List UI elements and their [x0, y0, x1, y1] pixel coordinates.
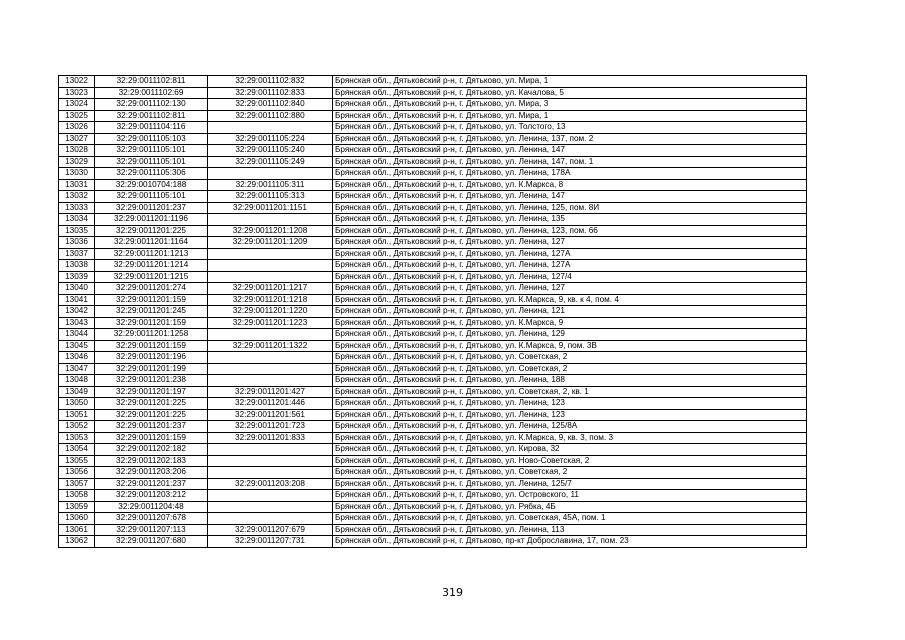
address-cell: Брянская обл., Дятьковский р-н, г. Дятьково, ул. Ленина, 123	[333, 409, 807, 421]
cadastral-number-cell: 32:29:0011201:274	[95, 283, 208, 295]
address-cell: Брянская обл., Дятьковский р-н, г. Дятьково, ул. Мира, 1	[333, 76, 807, 88]
cadastral-number-cell: 32:29:0011203:206	[95, 467, 208, 479]
cadastral-number-cell: 32:29:0011105:306	[95, 168, 208, 180]
table-row	[59, 409, 807, 421]
records-table-body	[59, 76, 807, 548]
cadastral-number-cell: 32:29:0011102:69	[95, 87, 208, 99]
table-row	[59, 386, 807, 398]
cadastral-number-cell: 32:29:0011201:1215	[95, 271, 208, 283]
address-cell: Брянская обл., Дятьковский р-н, г. Дятьково, ул. Ново-Советская, 2	[333, 455, 807, 467]
table-row	[59, 237, 807, 249]
linked-cadastral-number-cell: 32:29:0011203:208	[208, 478, 333, 490]
record-number-cell: 13056	[59, 467, 95, 479]
table-row	[59, 536, 807, 548]
record-number-cell: 13051	[59, 409, 95, 421]
linked-cadastral-number-cell: 32:29:0011201:1220	[208, 306, 333, 318]
cadastral-number-cell: 32:29:0011102:130	[95, 99, 208, 111]
record-number-cell: 13053	[59, 432, 95, 444]
table-row	[59, 156, 807, 168]
cadastral-number-cell: 32:29:0011102:811	[95, 76, 208, 88]
table-row	[59, 225, 807, 237]
table-row	[59, 87, 807, 99]
record-number-cell: 13043	[59, 317, 95, 329]
cadastral-number-cell: 32:29:0011201:237	[95, 421, 208, 433]
cadastral-number-cell: 32:29:0011201:237	[95, 202, 208, 214]
linked-cadastral-number-cell	[208, 271, 333, 283]
linked-cadastral-number-cell: 32:29:0011201:561	[208, 409, 333, 421]
table-row	[59, 133, 807, 145]
table-row	[59, 501, 807, 513]
record-number-cell: 13041	[59, 294, 95, 306]
linked-cadastral-number-cell: 32:29:0011201:1223	[208, 317, 333, 329]
cadastral-number-cell: 32:29:0011204:48	[95, 501, 208, 513]
record-number-cell: 13050	[59, 398, 95, 410]
table-row	[59, 478, 807, 490]
cadastral-number-cell: 32:29:0011105:101	[95, 156, 208, 168]
record-number-cell: 13059	[59, 501, 95, 513]
table-row	[59, 432, 807, 444]
linked-cadastral-number-cell	[208, 260, 333, 272]
cadastral-number-cell: 32:29:0011201:199	[95, 363, 208, 375]
address-cell: Брянская обл., Дятьковский р-н, г. Дятьково, ул. Ленина, 127	[333, 237, 807, 249]
address-cell: Брянская обл., Дятьковский р-н, г. Дятьково, ул. Мира, 3	[333, 99, 807, 111]
linked-cadastral-number-cell: 32:29:0011207:731	[208, 536, 333, 548]
cadastral-number-cell: 32:29:0011207:680	[95, 536, 208, 548]
address-cell: Брянская обл., Дятьковский р-н, г. Дятьково, ул. Ленина, 137, пом. 2	[333, 133, 807, 145]
record-number-cell: 13037	[59, 248, 95, 260]
cadastral-number-cell: 32:29:0011201:1164	[95, 237, 208, 249]
record-number-cell: 13040	[59, 283, 95, 295]
cadastral-number-cell: 32:29:0011207:678	[95, 513, 208, 525]
record-number-cell: 13036	[59, 237, 95, 249]
record-number-cell: 13028	[59, 145, 95, 157]
linked-cadastral-number-cell	[208, 490, 333, 502]
linked-cadastral-number-cell	[208, 501, 333, 513]
table-row	[59, 260, 807, 272]
table-row	[59, 110, 807, 122]
record-number-cell: 13025	[59, 110, 95, 122]
address-cell: Брянская обл., Дятьковский р-н, г. Дятьково, ул. Ленина, 123	[333, 398, 807, 410]
address-cell: Брянская обл., Дятьковский р-н, г. Дятьково, ул. Ленина, 135	[333, 214, 807, 226]
linked-cadastral-number-cell: 32:29:0011201:1322	[208, 340, 333, 352]
address-cell: Брянская обл., Дятьковский р-н, г. Дятьково, ул. Ленина, 147, пом. 1	[333, 156, 807, 168]
linked-cadastral-number-cell: 32:29:0011105:313	[208, 191, 333, 203]
record-number-cell: 13054	[59, 444, 95, 456]
address-cell: Брянская обл., Дятьковский р-н, г. Дятьково, ул. Советская, 2	[333, 363, 807, 375]
cadastral-number-cell: 32:29:0011202:182	[95, 444, 208, 456]
linked-cadastral-number-cell: 32:29:0011201:446	[208, 398, 333, 410]
linked-cadastral-number-cell	[208, 329, 333, 341]
cadastral-number-cell: 32:29:0011201:159	[95, 432, 208, 444]
linked-cadastral-number-cell	[208, 363, 333, 375]
cadastral-number-cell: 32:29:0011203:212	[95, 490, 208, 502]
table-row	[59, 340, 807, 352]
record-number-cell: 13061	[59, 524, 95, 536]
address-cell: Брянская обл., Дятьковский р-н, г. Дятьково, ул. Советская, 2, кв. 1	[333, 386, 807, 398]
linked-cadastral-number-cell: 32:29:0011201:427	[208, 386, 333, 398]
record-number-cell: 13042	[59, 306, 95, 318]
cadastral-number-cell: 32:29:0011201:1258	[95, 329, 208, 341]
linked-cadastral-number-cell: 32:29:0011102:833	[208, 87, 333, 99]
linked-cadastral-number-cell: 32:29:0011201:1209	[208, 237, 333, 249]
record-number-cell: 13048	[59, 375, 95, 387]
cadastral-number-cell: 32:29:0011201:245	[95, 306, 208, 318]
record-number-cell: 13052	[59, 421, 95, 433]
cadastral-number-cell: 32:29:0011105:101	[95, 191, 208, 203]
cadastral-number-cell: 32:29:0011202:183	[95, 455, 208, 467]
cadastral-number-cell: 32:29:0011201:1214	[95, 260, 208, 272]
linked-cadastral-number-cell	[208, 248, 333, 260]
table-row	[59, 122, 807, 134]
table-row	[59, 202, 807, 214]
address-cell: Брянская обл., Дятьковский р-н, г. Дятьково, ул. Ленина, 127А	[333, 248, 807, 260]
cadastral-number-cell: 32:29:0010704:188	[95, 179, 208, 191]
address-cell: Брянская обл., Дятьковский р-н, г. Дятьково, ул. Рябка, 4Б	[333, 501, 807, 513]
address-cell: Брянская обл., Дятьковский р-н, г. Дятьково, ул. Ленина, 147	[333, 145, 807, 157]
cadastral-number-cell: 32:29:0011201:197	[95, 386, 208, 398]
address-cell: Брянская обл., Дятьковский р-н, г. Дятьково, ул. Ленина, 127/4	[333, 271, 807, 283]
table-row	[59, 248, 807, 260]
table-row	[59, 99, 807, 111]
address-cell: Брянская обл., Дятьковский р-н, г. Дятьково, ул. Островского, 11	[333, 490, 807, 502]
linked-cadastral-number-cell	[208, 513, 333, 525]
table-row	[59, 294, 807, 306]
address-cell: Брянская обл., Дятьковский р-н, г. Дятьково, ул. Ленина, 147	[333, 191, 807, 203]
table-row	[59, 421, 807, 433]
record-number-cell: 13058	[59, 490, 95, 502]
linked-cadastral-number-cell: 32:29:0011105:311	[208, 179, 333, 191]
record-number-cell: 13057	[59, 478, 95, 490]
address-cell: Брянская обл., Дятьковский р-н, г. Дятьково, ул. Ленина, 125/8А	[333, 421, 807, 433]
table-row	[59, 375, 807, 387]
record-number-cell: 13027	[59, 133, 95, 145]
address-cell: Брянская обл., Дятьковский р-н, г. Дятьково, ул. Ленина, 113	[333, 524, 807, 536]
cadastral-number-cell: 32:29:0011104:116	[95, 122, 208, 134]
record-number-cell: 13062	[59, 536, 95, 548]
cadastral-number-cell: 32:29:0011201:1196	[95, 214, 208, 226]
address-cell: Брянская обл., Дятьковский р-н, г. Дятьково, ул. Ленина, 129	[333, 329, 807, 341]
address-cell: Брянская обл., Дятьковский р-н, г. Дятьково, ул. Ленина, 123, пом. 66	[333, 225, 807, 237]
address-cell: Брянская обл., Дятьковский р-н, г. Дятьково, ул. Ленина, 127А	[333, 260, 807, 272]
address-cell: Брянская обл., Дятьковский р-н, г. Дятьково, ул. Ленина, 127	[333, 283, 807, 295]
cadastral-number-cell: 32:29:0011105:101	[95, 145, 208, 157]
address-cell: Брянская обл., Дятьковский р-н, г. Дятьково, ул. Советская, 45А, пом. 1	[333, 513, 807, 525]
address-cell: Брянская обл., Дятьковский р-н, г. Дятьково, ул. Качалова, 5	[333, 87, 807, 99]
linked-cadastral-number-cell	[208, 122, 333, 134]
address-cell: Брянская обл., Дятьковский р-н, г. Дятьково, пр-кт Доброславина, 17, пом. 23	[333, 536, 807, 548]
table-row	[59, 398, 807, 410]
table-row	[59, 363, 807, 375]
address-cell: Брянская обл., Дятьковский р-н, г. Дятьково, ул. К.Маркса, 9, кв. 3, пом. 3	[333, 432, 807, 444]
table-row	[59, 444, 807, 456]
record-number-cell: 13049	[59, 386, 95, 398]
table-row	[59, 179, 807, 191]
record-number-cell: 13032	[59, 191, 95, 203]
record-number-cell: 13055	[59, 455, 95, 467]
table-row	[59, 329, 807, 341]
record-number-cell: 13022	[59, 76, 95, 88]
record-number-cell: 13033	[59, 202, 95, 214]
record-number-cell: 13031	[59, 179, 95, 191]
record-number-cell: 13039	[59, 271, 95, 283]
linked-cadastral-number-cell	[208, 444, 333, 456]
table-row	[59, 76, 807, 88]
cadastral-number-cell: 32:29:0011207:113	[95, 524, 208, 536]
table-row	[59, 352, 807, 364]
address-cell: Брянская обл., Дятьковский р-н, г. Дятьково, ул. К.Маркса, 8	[333, 179, 807, 191]
address-cell: Брянская обл., Дятьковский р-н, г. Дятьково, ул. Ленина, 121	[333, 306, 807, 318]
linked-cadastral-number-cell	[208, 214, 333, 226]
address-cell: Брянская обл., Дятьковский р-н, г. Дятьково, ул. К.Маркса, 9	[333, 317, 807, 329]
linked-cadastral-number-cell: 32:29:0011201:1217	[208, 283, 333, 295]
linked-cadastral-number-cell	[208, 352, 333, 364]
linked-cadastral-number-cell: 32:29:0011201:723	[208, 421, 333, 433]
record-number-cell: 13023	[59, 87, 95, 99]
linked-cadastral-number-cell: 32:29:0011105:224	[208, 133, 333, 145]
record-number-cell: 13047	[59, 363, 95, 375]
cadastral-number-cell: 32:29:0011105:103	[95, 133, 208, 145]
table-row	[59, 306, 807, 318]
cadastral-number-cell: 32:29:0011201:225	[95, 409, 208, 421]
page-number: 319	[442, 586, 463, 599]
records-table	[58, 75, 807, 548]
address-cell: Брянская обл., Дятьковский р-н, г. Дятьково, ул. Ленина, 178А	[333, 168, 807, 180]
linked-cadastral-number-cell: 32:29:0011201:1151	[208, 202, 333, 214]
cadastral-number-cell: 32:29:0011201:237	[95, 478, 208, 490]
cadastral-number-cell: 32:29:0011201:196	[95, 352, 208, 364]
address-cell: Брянская обл., Дятьковский р-н, г. Дятьково, ул. Советская, 2	[333, 352, 807, 364]
address-cell: Брянская обл., Дятьковский р-н, г. Дятьково, ул. Мира, 1	[333, 110, 807, 122]
cadastral-number-cell: 32:29:0011201:225	[95, 225, 208, 237]
linked-cadastral-number-cell	[208, 467, 333, 479]
record-number-cell: 13060	[59, 513, 95, 525]
table-row	[59, 467, 807, 479]
linked-cadastral-number-cell: 32:29:0011102:880	[208, 110, 333, 122]
linked-cadastral-number-cell: 32:29:0011201:1218	[208, 294, 333, 306]
linked-cadastral-number-cell	[208, 375, 333, 387]
table-row	[59, 214, 807, 226]
record-number-cell: 13045	[59, 340, 95, 352]
linked-cadastral-number-cell: 32:29:0011201:1208	[208, 225, 333, 237]
address-cell: Брянская обл., Дятьковский р-н, г. Дятьково, ул. Толстого, 13	[333, 122, 807, 134]
record-number-cell: 13038	[59, 260, 95, 272]
table-row	[59, 168, 807, 180]
address-cell: Брянская обл., Дятьковский р-н, г. Дятьково, ул. Кирова, 32	[333, 444, 807, 456]
record-number-cell: 13044	[59, 329, 95, 341]
cadastral-number-cell: 32:29:0011201:238	[95, 375, 208, 387]
linked-cadastral-number-cell: 32:29:0011105:249	[208, 156, 333, 168]
linked-cadastral-number-cell: 32:29:0011201:833	[208, 432, 333, 444]
cadastral-number-cell: 32:29:0011102:811	[95, 110, 208, 122]
address-cell: Брянская обл., Дятьковский р-н, г. Дятьково, ул. Ленина, 125/7	[333, 478, 807, 490]
table-row	[59, 145, 807, 157]
address-cell: Брянская обл., Дятьковский р-н, г. Дятьково, ул. Ленина, 125, пом. 8И	[333, 202, 807, 214]
linked-cadastral-number-cell: 32:29:0011102:832	[208, 76, 333, 88]
record-number-cell: 13024	[59, 99, 95, 111]
table-row	[59, 455, 807, 467]
record-number-cell: 13035	[59, 225, 95, 237]
table-row	[59, 283, 807, 295]
record-number-cell: 13030	[59, 168, 95, 180]
table-row	[59, 490, 807, 502]
table-row	[59, 524, 807, 536]
linked-cadastral-number-cell	[208, 168, 333, 180]
table-row	[59, 191, 807, 203]
address-cell: Брянская обл., Дятьковский р-н, г. Дятьково, ул. Ленина, 188	[333, 375, 807, 387]
linked-cadastral-number-cell: 32:29:0011207:679	[208, 524, 333, 536]
record-number-cell: 13046	[59, 352, 95, 364]
linked-cadastral-number-cell: 32:29:0011105:240	[208, 145, 333, 157]
address-cell: Брянская обл., Дятьковский р-н, г. Дятьково, ул. Советская, 2	[333, 467, 807, 479]
table-row	[59, 271, 807, 283]
linked-cadastral-number-cell: 32:29:0011102:840	[208, 99, 333, 111]
cadastral-number-cell: 32:29:0011201:159	[95, 317, 208, 329]
linked-cadastral-number-cell	[208, 455, 333, 467]
cadastral-number-cell: 32:29:0011201:159	[95, 294, 208, 306]
address-cell: Брянская обл., Дятьковский р-н, г. Дятьково, ул. К.Маркса, 9, пом. 3В	[333, 340, 807, 352]
address-cell: Брянская обл., Дятьковский р-н, г. Дятьково, ул. К.Маркса, 9, кв. к 4, пом. 4	[333, 294, 807, 306]
record-number-cell: 13029	[59, 156, 95, 168]
table-row	[59, 317, 807, 329]
cadastral-number-cell: 32:29:0011201:1213	[95, 248, 208, 260]
cadastral-number-cell: 32:29:0011201:225	[95, 398, 208, 410]
record-number-cell: 13026	[59, 122, 95, 134]
cadastral-number-cell: 32:29:0011201:159	[95, 340, 208, 352]
record-number-cell: 13034	[59, 214, 95, 226]
table-row	[59, 513, 807, 525]
